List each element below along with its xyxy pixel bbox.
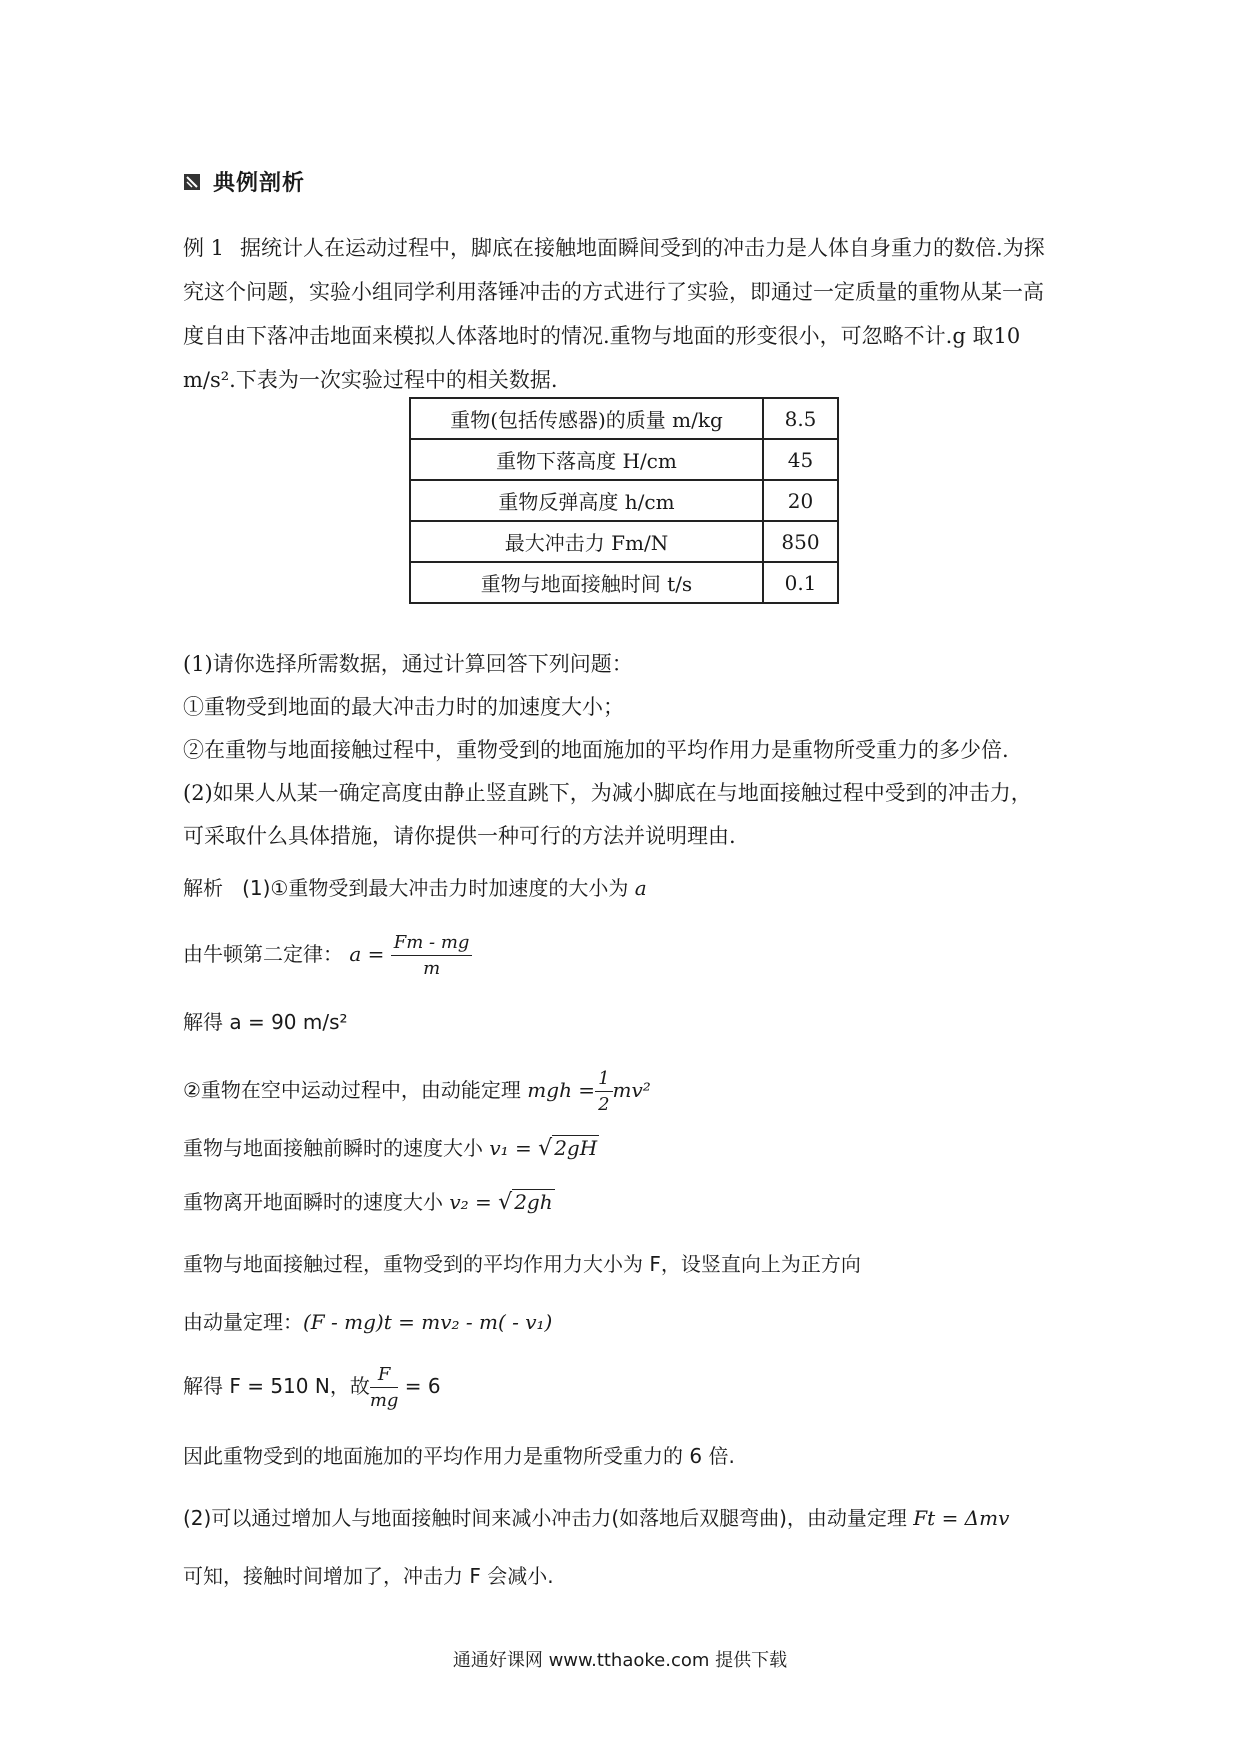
force-numerator: F bbox=[370, 1364, 399, 1388]
momentum-text: 由动量定理： bbox=[183, 1310, 303, 1334]
example-text: 据统计人在运动过程中，脚底在接触地面瞬间受到的冲击力是人体自身重力的数倍.为探究这个问题，实验小组同学利用落锤冲击的方式进行了实验，即通过一定质量的重物从某一高度自由下落冲击地面来模拟人体落地时的情况.重物与地面的形变很小，可忽略不计.g 取10 m/s².下表为一次实验过程中的相关数据. bbox=[183, 236, 1045, 392]
table-cell-value: 0.1 bbox=[763, 562, 838, 603]
section-title: 典例剖析 bbox=[213, 171, 306, 196]
table-cell-value: 20 bbox=[763, 480, 838, 521]
section-header bbox=[183, 166, 305, 197]
question-2-line2: 可采取什么具体措施，请你提供一种可行的方法并说明理由. bbox=[183, 824, 736, 848]
force-tail: = 6 bbox=[404, 1374, 441, 1398]
example-label: 例 1 bbox=[183, 236, 225, 260]
v2-radicand: 2gh bbox=[514, 1190, 553, 1214]
newton-denominator: m bbox=[423, 958, 441, 979]
part2-equation: Ft = Δmv bbox=[913, 1506, 1010, 1530]
table-cell-quantity: 重物与地面接触时间 t/s bbox=[410, 562, 763, 603]
table-cell-value: 8.5 bbox=[763, 398, 838, 439]
question-1b: ②在重物与地面接触过程中，重物受到的地面施加的平均作用力是重物所受重力的多少倍. bbox=[183, 738, 1009, 762]
solution-label: 解析 bbox=[183, 876, 223, 900]
table-row bbox=[410, 439, 838, 480]
part2-line1 bbox=[183, 1502, 1009, 1531]
data-table bbox=[409, 397, 839, 604]
v1-line bbox=[183, 1132, 599, 1161]
v1-text: 重物与地面接触前瞬时的速度大小 bbox=[183, 1136, 483, 1160]
table-row bbox=[410, 562, 838, 603]
energy-lhs: mgh = bbox=[527, 1078, 596, 1102]
energy-theorem-line bbox=[183, 1068, 651, 1115]
newton-law-line bbox=[183, 932, 472, 979]
table-row bbox=[410, 398, 838, 439]
energy-text: ②重物在空中运动过程中，由动能定理 bbox=[183, 1078, 521, 1102]
example-problem bbox=[183, 226, 1063, 402]
energy-tail: mv² bbox=[612, 1078, 651, 1102]
sqrt-icon: √ bbox=[538, 1136, 553, 1161]
energy-numerator: 1 bbox=[595, 1068, 612, 1092]
solution-line1-text: (1)①重物受到最大冲击力时加速度的大小为 bbox=[242, 876, 629, 900]
question-2-line1: (2)如果人从某一确定高度由静止竖直跳下，为减小脚底在与地面接触过程中受到的冲击力， bbox=[183, 781, 1032, 805]
part2-text: (2)可以通过增加人与地面接触时间来减小冲击力(如落地后双腿弯曲)，由动量定理 bbox=[183, 1506, 907, 1530]
force-result-line bbox=[183, 1364, 441, 1411]
force-denominator: mg bbox=[369, 1390, 399, 1411]
momentum-equation: (F - mg)t = mv₂ - m( - v₁) bbox=[303, 1310, 553, 1334]
part2-line2: 可知，接触时间增加了，冲击力 F 会减小. bbox=[183, 1564, 554, 1588]
table-cell-quantity: 重物下落高度 H/cm bbox=[410, 439, 763, 480]
table-cell-quantity: 重物反弹高度 h/cm bbox=[410, 480, 763, 521]
newton-lhs: a = bbox=[349, 942, 385, 966]
v1-lhs: v₁ = bbox=[489, 1136, 532, 1160]
v1-radicand: 2gH bbox=[554, 1136, 598, 1160]
accel-var: a bbox=[634, 876, 647, 900]
question-1: (1)请你选择所需数据，通过计算回答下列问题： bbox=[183, 652, 633, 676]
force-fraction bbox=[370, 1364, 399, 1411]
footer-text: 通通好课网 www.tthaoke.com 提供下载 bbox=[452, 1650, 788, 1671]
force-text: 解得 F = 510 N，故 bbox=[183, 1374, 370, 1398]
v2-line bbox=[183, 1186, 555, 1215]
table-cell-quantity: 重物(包括传感器)的质量 m/kg bbox=[410, 398, 763, 439]
solution-line-1 bbox=[183, 872, 647, 901]
table-cell-value: 850 bbox=[763, 521, 838, 562]
newton-fraction bbox=[391, 932, 473, 979]
newton-text: 由牛顿第二定律： bbox=[183, 942, 343, 966]
question-1a: ①重物受到地面的最大冲击力时的加速度大小； bbox=[183, 695, 624, 719]
energy-denominator: 2 bbox=[598, 1094, 610, 1115]
avg-force-line: 重物与地面接触过程，重物受到的平均作用力大小为 F，设竖直向上为正方向 bbox=[183, 1252, 861, 1276]
table-cell-quantity: 最大冲击力 Fm/N bbox=[410, 521, 763, 562]
table-row bbox=[410, 521, 838, 562]
table-row bbox=[410, 480, 838, 521]
v2-text: 重物离开地面瞬时的速度大小 bbox=[183, 1190, 443, 1214]
momentum-line bbox=[183, 1306, 552, 1335]
table-cell-value: 45 bbox=[763, 439, 838, 480]
checkbox-square-icon bbox=[183, 173, 201, 191]
sqrt-icon: √ bbox=[498, 1190, 513, 1215]
v2-lhs: v₂ = bbox=[449, 1190, 492, 1214]
newton-numerator: Fm - mg bbox=[391, 932, 473, 956]
accel-result-line: 解得 a = 90 m/s² bbox=[183, 1010, 348, 1034]
conclusion-line: 因此重物受到的地面施加的平均作用力是重物所受重力的 6 倍. bbox=[183, 1444, 735, 1468]
energy-fraction bbox=[595, 1068, 612, 1115]
